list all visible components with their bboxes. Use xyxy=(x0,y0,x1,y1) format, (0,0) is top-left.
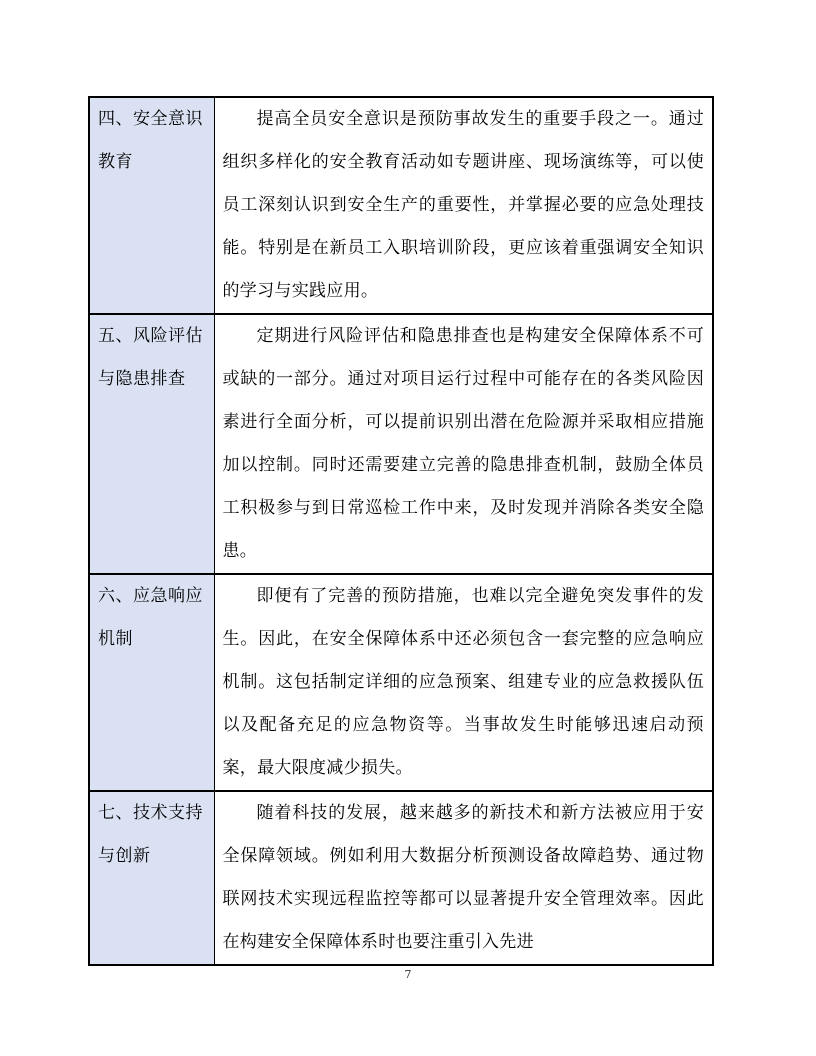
row-content-cell xyxy=(214,97,713,314)
row-label-cell xyxy=(89,97,214,314)
row-content: 定期进行风险评估和隐患排查也是构建安全保障体系不可或缺的一部分。通过对项目运行过程中可能存在的各类风险因素进行全面分析，可以提前识别出潜在危险源并采取相应措施加以控制。同时还需要建立完善的隐患排查机制，鼓励全体员工积极参与到日常巡检工作中来，及时发现并消除各类安全隐患。 xyxy=(222,326,704,561)
row-content: 随着科技的发展，越来越多的新技术和新方法被应用于安全保障领域。例如利用大数据分析预测设备故障趋势、通过物联网技术实现远程监控等都可以显著提升安全管理效率。因此在构建安全保障体系时也要注重引入先进 xyxy=(222,803,704,952)
row-content: 即便有了完善的预防措施，也难以完全避免突发事件的发生。因此，在安全保障体系中还必须包含一套完整的应急响应机制。这包括制定详细的应急预案、组建专业的应急救援队伍以及配备充足的应急物资等。当事故发生时能够迅速启动预案，最大限度减少损失。 xyxy=(222,586,704,778)
table-row xyxy=(89,97,713,314)
row-label-cell xyxy=(89,791,214,965)
table-row xyxy=(89,314,713,574)
row-label-cell xyxy=(89,574,214,791)
content-table xyxy=(88,96,714,966)
table-row xyxy=(89,574,713,791)
row-content-cell xyxy=(214,314,713,574)
row-label-cell xyxy=(89,314,214,574)
row-label: 四、安全意识教育 xyxy=(98,109,203,172)
row-label: 五、风险评估与隐患排查 xyxy=(98,326,203,389)
row-label: 七、技术支持与创新 xyxy=(98,803,203,866)
row-content-cell xyxy=(214,574,713,791)
row-content-cell xyxy=(214,791,713,965)
page-number: 7 xyxy=(404,968,412,981)
table-row xyxy=(89,791,713,965)
row-content: 提高全员安全意识是预防事故发生的重要手段之一。通过组织多样化的安全教育活动如专题讲座、现场演练等，可以使员工深刻认识到安全生产的重要性，并掌握必要的应急处理技能。特别是在新员工入职培训阶段，更应该着重强调安全知识的学习与实践应用。 xyxy=(222,109,704,301)
row-label: 六、应急响应机制 xyxy=(98,586,203,649)
